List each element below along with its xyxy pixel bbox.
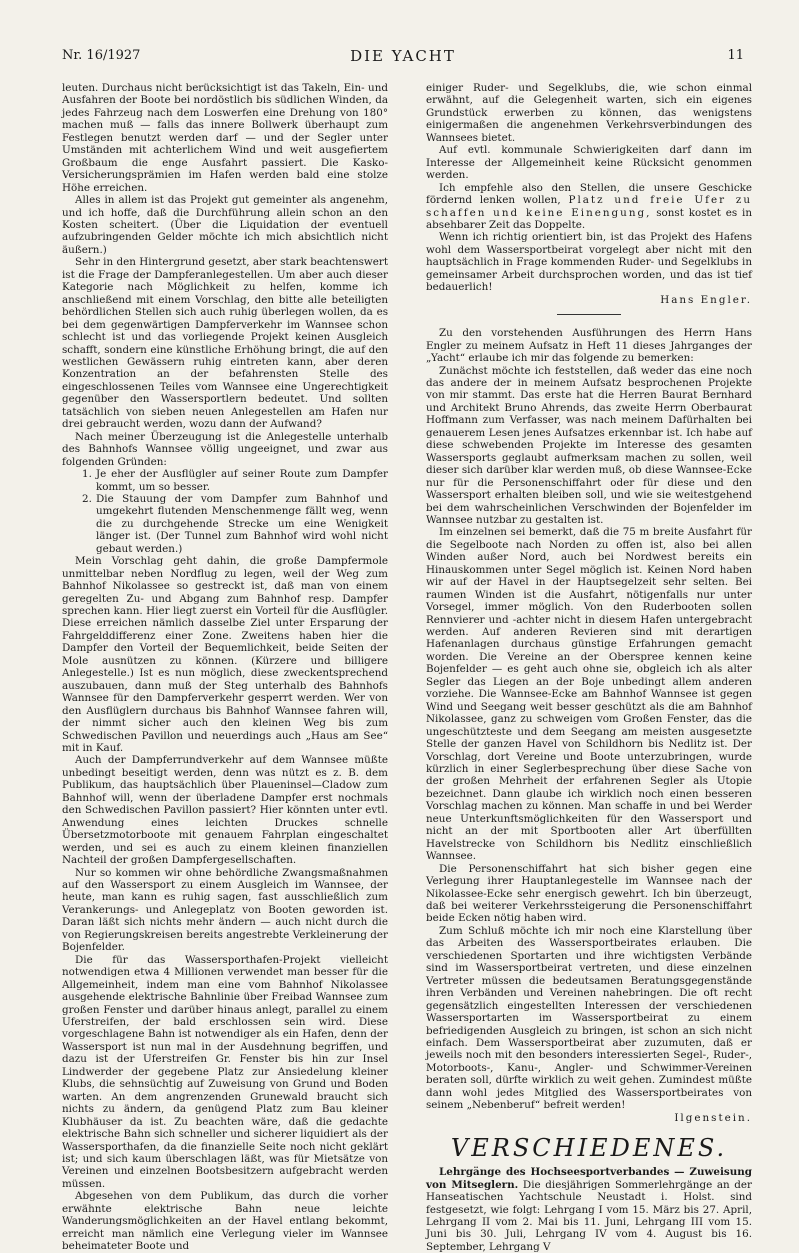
list-number: 1. (82, 468, 92, 481)
author-signature: Hans Engler. (660, 293, 752, 306)
numbered-list (62, 468, 388, 555)
paragraph: Auf evtl. kommunale Schwierigkeiten darf dann im Interesse der Allgemeinheit keine Rücksicht genommen werden. (426, 144, 752, 182)
left-column (62, 82, 388, 1253)
paragraph: Nur so kommen wir ohne behördliche Zwangsmaßnahmen auf den Wassersport zu einem Ausgleich im Wannsee, der heute, man kann es ruhig sagen, fast ausschließlich zum Verankerungs- und Anlegeplatz von Booten geworden ist. Daran läßt sich nichts mehr ändern — auch nicht durch die von Regierungskreisen bereits angestrebte Verkleinerung der Bojenfelder. (62, 866, 388, 954)
lead-heading: Lehrgänge des Hochseesportverbandes — Zuweisung von Mitseglern. (426, 1166, 752, 1191)
list-number: 2. (82, 492, 92, 505)
paragraph: Zum Schluß möchte ich mir noch eine Klarstellung über das Arbeiten des Wassersportbeirates erlauben. Die verschiedenen Sportarten und ihre wichtigsten Verbände sind im Wassersportbeirat vertreten, und diese einzelnen Vertreter müssen die bedeutsamen Beratungsgegenstände ihren Verbänden und Vereinen nahebringen. Die oft recht gegensätzlich eingestellten Interessen der verschiedenen Wassersportarten im Wassersportbeirat zu einem befriedigenden Ausgleich zu bringen, ist schon an sich nicht einfach. Dem Wassersportbeirat aber zuzumuten, daß er jeweils noch mit den besonders interessierten Segel-, Ruder-, Motorboots-, Kanu-, Angler- und Schwimmer-Vereinen beraten soll, dürfte wirklich zu weit gehen. Zumindest müßte dann wohl jedes Mitglied des Wassersportbeirates von seinem „Nebenberuf“ befreit werden! (426, 924, 752, 1112)
paragraph: Wenn ich richtig orientiert bin, ist das Projekt des Hafens wohl dem Wassersportbeirat vorgelegt aber nicht mit den hauptsächlich in Frage kommenden Ruder- und Segelklubs in gemeinsamer Arbeit durchsprochen worden, und das ist tief bedauerlich! (426, 231, 752, 294)
list-text: Je eher der Ausflügler auf seiner Route zum Dampfer kommt, um so besser. (96, 468, 388, 493)
paragraph: Die für das Wassersporthafen-Projekt vielleicht notwendigen etwa 4 Millionen verwendet man besser für die Allgemeinheit, indem man eine vom Bahnhof Nikolassee ausgehende elektrische Bahnlinie über Freibad Wannsee zum großen Fenster und darüber hinaus anlegt, parallel zu einem Uferstreifen, der bald erschlossen sein wird. Diese vorgeschlagene Bahn ist notwendiger als ein Hafen, denn der Wassersport ist nun mal in der Ausdehnung begriffen, und dazu ist der Uferstreifen Gr. Fenster bis hin zur Insel Lindwerder der gegebene Platz zur Ansiedelung kleiner Klubs, die sehnsüchtig auf Zuweisung von Grund und Boden warten. An dem angrenzenden Grunewald braucht sich nichts zu ändern, da genügend Platz zum Bau kleiner Klubhäuser da ist. Zu beachten wäre, daß die gedachte elektrische Bahn sich schneller und sicherer liquidiert als der Wassersporthafen, da die finanzielle Seite noch nicht geklärt ist; und sich kaum überschlagen läßt, was für Mietsätze von Vereinen und einzelnen Bootsbesitzern aufgebracht werden müssen. (62, 953, 388, 1190)
paragraph-text: Die diesjährigen Sommerlehrgänge an der Hanseatischen Yachtschule Neustadt i. Holst. sind festgesetzt, wie folgt: Lehrgang I vom 15. März bis 27. April, Lehrgang II vom 2. Mai bis 11. Juni, Lehrgang III vom 15. Juni bis 30. Juli, Lehrgang IV vom 4. August bis 16. September, Lehrgang V (426, 1178, 752, 1253)
section-heading: VERSCHIEDENES. (450, 1134, 728, 1163)
paragraph (426, 1166, 752, 1253)
paragraph-text: sonst kostet es in absehbarer Zeit das Doppelte. (426, 206, 752, 231)
divider (557, 314, 621, 315)
issue-number: Nr. 16/1927 (62, 48, 141, 63)
paragraph: einiger Ruder- und Segelklubs, die, wie schon einmal erwähnt, auf die Gelegenheit warten, sich ein eigenes Grundstück erwerben zu können, das wenigstens einigermaßen die angenehmen Verkehrsverbindungen des Wannsees bietet. (426, 82, 752, 144)
paragraph: Abgesehen von dem Publikum, das durch die vorher erwähnte elektrische Bahn neue leichte Wanderungsmöglichkeiten an der Havel entlang bekommt, erreicht man nämlich eine Verlegung vieler im Wannsee beheimateter Boote und (62, 1190, 388, 1253)
paragraph-text: Ich empfehle also den Stellen, die unsere Geschicke fördernd lenken wollen, (426, 181, 752, 207)
right-column (426, 82, 752, 1253)
list-item (62, 468, 388, 493)
list-text: Die Stauung der vom Dampfer zum Bahnhof und umgekehrt flutenden Menschenmenge fällt weg, wenn die zu durchgehende Strecke um eine Wenigkeit länger ist. (Der Tunnel zum Bahnhof wird wohl nicht gebaut werden.) (96, 492, 388, 555)
emphasized-text: Platz und freie Ufer zu schaffen und keine Einengung, (426, 194, 752, 219)
paragraph: Nach meiner Überzeugung ist die Anlegestelle unterhalb des Bahnhofs Wannsee völlig ungeeignet, und zwar aus folgenden Gründen: (62, 430, 388, 468)
author-signature: Ilgenstein. (674, 1111, 752, 1124)
page-number: 11 (727, 48, 744, 63)
journal-title: DIE YACHT (350, 47, 456, 65)
paragraph: Alles in allem ist das Projekt gut gemeinter als angenehm, und ich hoffe, daß die Durchführung allein schon an den Kosten scheitert. (Über die Liquidation der eventuell aufzubringenden Gelder möchte ich mich absichtlich nicht äußern.) (62, 194, 388, 256)
paragraph: Zunächst möchte ich feststellen, daß weder das eine noch das andere der in meinem Aufsatz besprochenen Projekte von mir stammt. Das erste hat die Herren Baurat Bernhard und Architekt Bruno Ahrends, das zweite Herrn Oberbaurat Hoffmann zum Verfasser, was nach meinem Dafürhalten bei genauerem Lesen jenes Aufsatzes erkennbar ist. Ich habe auf diese schwebenden Projekte im Interesse des gesamten Wassersports geglaubt aufmerksam machen zu sollen, weil dieser sich darüber klar werden muß, ob diese Wannsee-Ecke nur für die Personenschiffahrt oder für diese und den Wassersport erhalten bleiben soll, und wie sie weitestgehend bei dem wahrscheinlichen Verschwinden der Bojenfelder im Wannsee nutzbar zu gestalten ist. (426, 364, 752, 526)
paragraph (426, 182, 752, 232)
paragraph: Zu den vorstehenden Ausführungen des Herrn Hans Engler zu meinem Aufsatz in Heft 11 dieses Jahrganges der „Yacht“ erlaube ich mir das folgende zu bemerken: (426, 327, 752, 365)
list-item (62, 493, 388, 555)
paragraph: Die Personenschiffahrt hat sich bisher gegen eine Verlegung ihrer Hauptanlegestelle im Wannsee nach der Nikolassee-Ecke sehr energisch gewehrt. Ich bin überzeugt, daß bei weiterer Verkehrssteigerung die Personenschiffahrt beide Ecken nötig haben wird. (426, 862, 752, 925)
paragraph: leuten. Durchaus nicht berücksichtigt ist das Takeln, Ein- und Ausfahren der Boote bei nordöstlich bis südlichen Winden, da jedes Fahrzeug nach dem Loswerfen eine Drehung von 180° machen muß — falls das innere Bollwerk überhaupt zum Festlegen benutzt werden darf — und der Segler unter Umständen mit achterlichem Wind und weit ausgefiertem Großbaum die enge Ausfahrt passiert. Die Kasko-Versicherungsprämien im Hafen werden bald eine stolze Höhe erreichen. (62, 82, 388, 194)
paragraph: Sehr in den Hintergrund gesetzt, aber stark beachtenswert ist die Frage der Dampferanlegestellen. Um aber auch dieser Kategorie nach Möglichkeit zu helfen, komme ich anschließend mit einem Vorschlag, den bitte alle beteiligten behördlichen Stellen sich auch ruhig überlegen wollen, da es bei dem gegenwärtigen Dampferverkehr im Wannsee schon schlecht ist und das vorliegende Projekt keinen Ausgleich schafft, sondern eine künstliche Erhöhung bringt, die auf den westlichen Gewässern ruhig eintreten kann, aber deren Konzentration an der befahrensten Stelle des eingeschlossenen Teiles vom Wannsee eine Ungerechtigkeit gegenüber den Wassersportlern bedeutet. Und sollten tatsächlich von sieben neuen Anlegestellen am Hafen nur drei gebraucht werden, wozu dann der Aufwand? (62, 256, 388, 431)
page-header (62, 48, 744, 68)
paragraph: Im einzelnen sei bemerkt, daß die 75 m breite Ausfahrt für die Segelboote nach Norden zu offen ist, also bei allen Winden außer Nord, auch bei Nordwest bereits ein Hinauskommen unter Segel möglich ist. Keinen Nord haben wir auf der Havel in der Hauptsegelzeit sehr selten. Bei raumen Winden ist die Ausfahrt, nötigenfalls nur unter Vorsegel, immer möglich. Von den Ruderbooten sollen Rennvierer und -achter nicht in diesem Hafen untergebracht werden. Auf anderen Revieren sind mit derartigen Hafenanlagen durchaus günstige Erfahrungen gemacht worden. Die Vereine an der Oberspree kennen keine Bojenfelder — es geht auch ohne sie, obgleich ich als alter Segler das Liegen an der Boje unbedingt allem anderen vorziehe. Die Wannsee-Ecke am Bahnhof Wannsee ist gegen Wind und Seegang weit besser geschützt als die am Bahnhof Nikolassee, ganz zu schweigen vom Großen Fenster, das die ungeschützteste und dem Seegang am meisten ausgesetzte Stelle der ganzen Havel von Schildhorn bis Nedlitz ist. Der Vorschlag, dort Vereine und Boote unterzubringen, wurde kürzlich in einer Seglerbesprechung über diese Sache von der großen Mehrheit der erfahrenen Segler als Utopie bezeichnet. Dann glaube ich wirklich noch einen besseren Vorschlag machen zu können. Man schaffe in und bei Werder neue Unterkunftsmöglichkeiten für den Wassersport und nicht an der mit Sportbooten aller Art überfüllten Havelstrecke von Schildhorn bis Nedlitz einschließlich Wannsee. (426, 526, 752, 863)
paragraph: Mein Vorschlag geht dahin, die große Dampfermole unmittelbar neben Nordflug zu legen, weil der Weg zum Bahnhof Nikolassee so gestreckt ist, daß man von einem geregelten Zu- und Abgang zum Bahnhof resp. Dampfer sprechen kann. Hier liegt zuerst ein Vorteil für die Ausflügler. Diese erreichen nämlich dasselbe Ziel unter Ersparung der Fahrgelddifferenz einer Zone. Zweitens haben hier die Dampfer den Vorteil der Bequemlichkeit, beide Seiten der Mole ausnützen zu können. (Kürzere und billigere Anlegestelle.) Ist es nun möglich, diese zweckentsprechend auszubauen, dann muß der Steg unterhalb des Bahnhofs Wannsee für den Dampferverkehr gesperrt werden. Wer von den Ausflüglern durchaus bis Bahnhof Wannsee fahren will, der nimmt sicher auch den kleinen Weg bis zum Schwedischen Pavillon und neuerdings auch „Haus am See“ mit in Kauf. (62, 555, 388, 755)
paragraph: Auch der Dampferrundverkehr auf dem Wannsee müßte unbedingt beseitigt werden, denn was nützt es z. B. dem Publikum, das hauptsächlich über Plaueninsel—Cladow zum Bahnhof will, wenn der überladene Dampfer erst nochmals den Schwedischen Pavillon passiert? Hier könnten unter evtl. Anwendung eines leichten Druckes schnelle Übersetzmotorboote mit genauem Fahrplan eingeschaltet werden, und sei es auch zu einem kleinen finanziellen Nachteil der großen Dampfergesellschaften. (62, 754, 388, 867)
